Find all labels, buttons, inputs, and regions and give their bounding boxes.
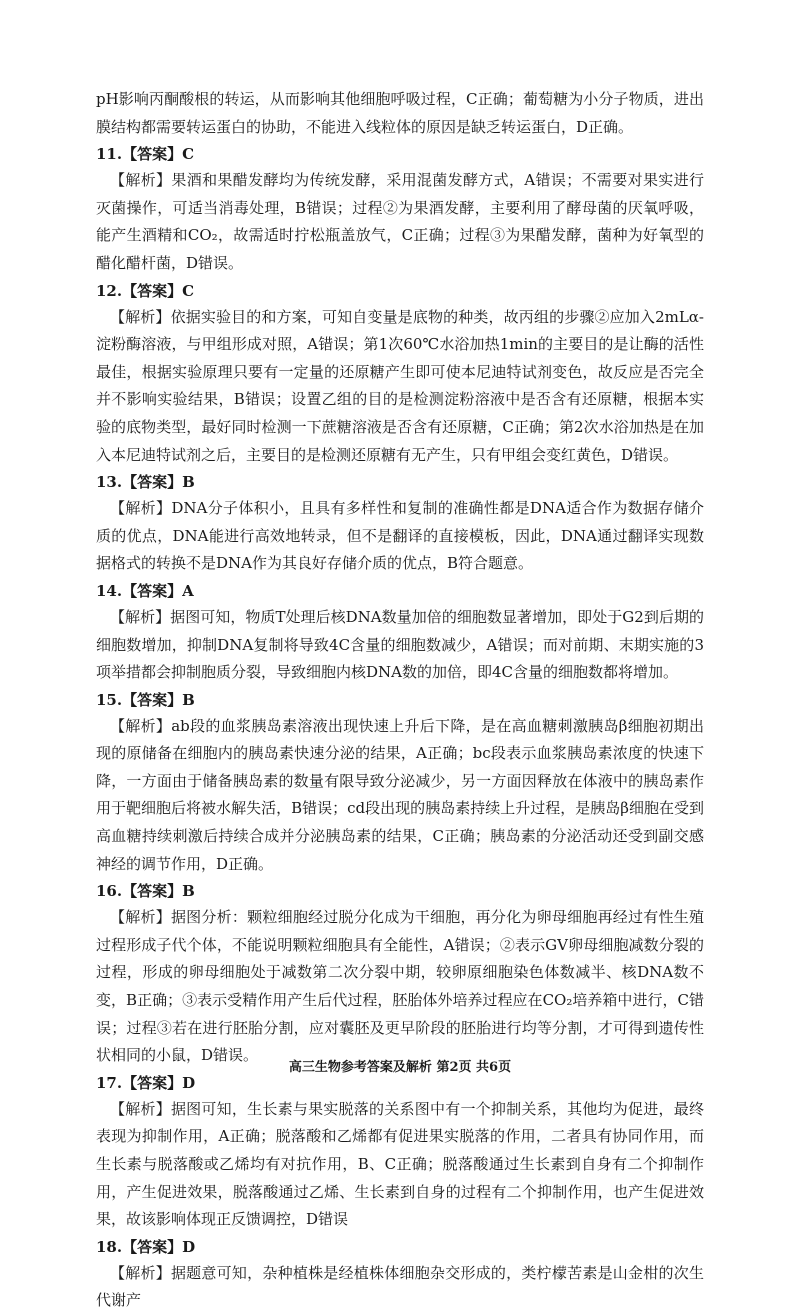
answer-heading: 17.【答案】D [96, 1073, 196, 1092]
answer-block-16 [96, 878, 704, 1070]
answer-heading: 18.【答案】D [96, 1237, 196, 1256]
answer-heading: 13.【答案】B [96, 473, 195, 492]
analysis-paragraph: 【解析】果酒和果醋发酵均为传统发酵，采用混菌发酵方式，A错误；不需要对果实进行灭菌操作，可适当消毒处理，B错误；过程②为果酒发酵，主要利用了酵母菌的厌氧呼吸，能产生酒精和CO₂，故需适时拧松瓶盖放气，C正确；过程③为果醋发酵，菌种为好氧型的醋化醋杆菌，D错误。 [96, 171, 704, 272]
analysis-paragraph: 【解析】据图分析：颗粒细胞经过脱分化成为干细胞，再分化为卵母细胞再经过有性生殖过程形成子代个体，不能说明颗粒细胞具有全能性，A错误；②表示GV卵母细胞减数分裂的过程，形成的卵母细胞处于减数第二次分裂中期，较卵原细胞染色体数减半、核DNA数不变，B正确；③表示受精作用产生后代过程，胚胎体外培养过程应在CO₂培养箱中进行，C错误；过程③若在进行胚胎分割，应对囊胚及更早阶段的胚胎进行均等分割，才可得到遗传性状相同的小鼠，D错误。 [96, 908, 704, 1065]
analysis-paragraph: 【解析】ab段的血浆胰岛素溶液出现快速上升后下降，是在高血糖刺激胰岛β细胞初期出现的原储备在细胞内的胰岛素快速分泌的结果，A正确；bc段表示血浆胰岛素浓度的快速下降，一方面由于储备胰岛素的数量有限导致分泌减少，另一方面因释放在体液中的胰岛素作用于靶细胞后将被水解失活，B错误；cd段出现的胰岛素持续上升过程，是胰岛β细胞在受到高血糖持续刺激后持续合成并分泌胰岛素的结果，C正确；胰岛素的分泌活动还受到副交感神经的调节作用，D正确。 [96, 716, 704, 873]
answer-heading: 11.【答案】C [96, 145, 195, 164]
answer-heading: 14.【答案】A [96, 581, 194, 600]
page-footer: 高三生物参考答案及解析 第2页 共6页 [288, 1060, 512, 1075]
analysis-paragraph: 【解析】依据实验目的和方案，可知自变量是底物的种类，故丙组的步骤②应加入2mLα-淀粉酶溶液，与甲组形成对照，A错误；第1次60℃水浴加热1min的主要目的是让酶的活性最佳，根据实验原理只要有一定量的还原糖产生即可使本尼迪特试剂变色，故反应是否完全并不影响实验结果，B错误；设置乙组的目的是检测淀粉溶液中是否含有还原糖，根据本实验的底物类型，最好同时检测一下蔗糖溶液是否含有还原糖，C正确；第2次水浴加热是在加入本尼迪特试剂之后，主要目的是检测还原糖有无产生，只有甲组会变红黄色，D错误。 [96, 307, 704, 464]
analysis-paragraph: 【解析】据图可知，生长素与果实脱落的关系图中有一个抑制关系，其他均为促进，最终表现为抑制作用，A正确；脱落酸和乙烯都有促进果实脱落的作用，二者具有协同作用，而生长素与脱落酸或乙烯均有对抗作用，B、C正确；脱落酸通过生长素到自身有二个抑制作用，产生促进效果，脱落酸通过乙烯、生长素到自身的过程有二个抑制作用，也产生促进效果，故该影响体现正反馈调控，D错误 [96, 1099, 704, 1229]
analysis-paragraph: 【解析】DNA分子体积小，且具有多样性和复制的准确性都是DNA适合作为数据存储介质的优点，DNA能进行高效地转录，但不是翻译的直接模板，因此，DNA通过翻译实现数据格式的转换不是DNA作为其良好存储介质的优点，B符合题意。 [96, 499, 704, 573]
answer-heading: 16.【答案】B [96, 882, 195, 901]
answer-block-14 [96, 578, 704, 687]
answer-heading: 15.【答案】B [96, 690, 195, 709]
answer-block-11 [96, 141, 704, 277]
analysis-paragraph: 【解析】据题意可知，杂种植株是经植株体细胞杂交形成的，类柠檬苦素是山金柑的次生代谢产 [96, 1263, 704, 1310]
answer-block-15 [96, 687, 704, 879]
answer-heading: 12.【答案】C [96, 281, 195, 300]
answer-block-12 [96, 278, 704, 470]
analysis-paragraph: 【解析】据图可知，物质T处理后核DNA数量加倍的细胞数显著增加，即处于G2到后期的细胞数增加，抑制DNA复制将导致4C含量的细胞数减少，A错误；而对前期、末期实施的3项举措都会抑制胞质分裂，导致细胞内核DNA数的加倍，即4C含量的细胞数都将增加。 [96, 607, 704, 682]
answer-block-17 [96, 1070, 704, 1234]
intro-paragraph: pH影响丙酮酸根的转运，从而影响其他细胞呼吸过程，C正确；葡萄糖为小分子物质，进出膜结构都需要转运蛋白的协助，不能进入线粒体的原因是缺乏转运蛋白，D正确。 [96, 90, 704, 136]
answer-block-18 [96, 1234, 704, 1315]
answer-block-13 [96, 469, 704, 578]
